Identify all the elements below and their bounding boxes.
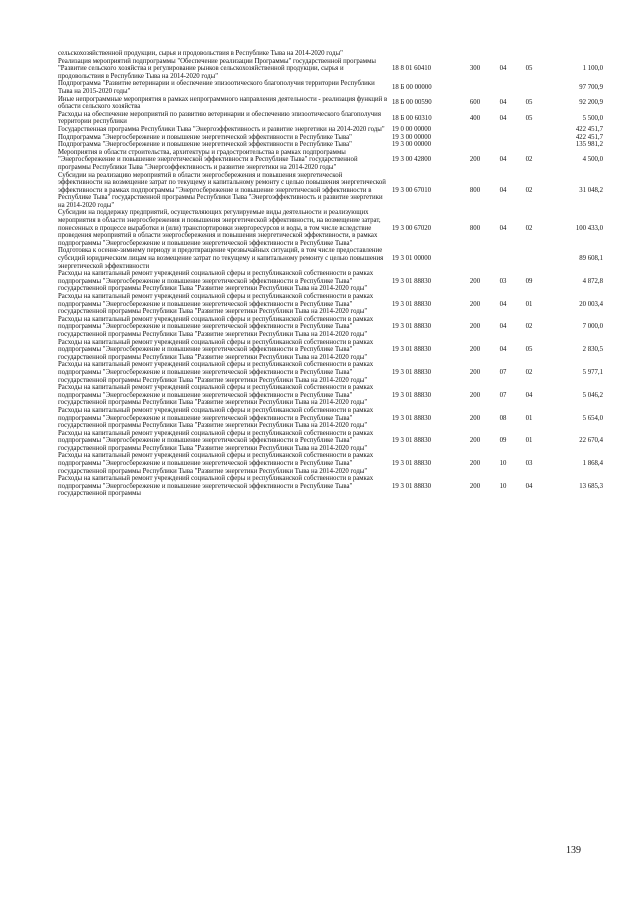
row-sum-cell: 422 451,7 [575,133,603,141]
row-rz-code-cell [490,80,516,95]
row-rz-code-cell [490,141,516,149]
row-csr-code-cell: 19 3 00 00000 [392,141,432,149]
table-row [58,407,603,430]
row-vr-code-cell: 200 [469,368,481,376]
row-csr-code-cell: 19 3 01 88830 [392,346,432,354]
row-vr-code-cell [460,247,490,270]
table-row [58,126,603,134]
row-name-cell: Государственная программа Республики Тыва "Энергоэффективность и развитие энергетики на 2014-2020 годы" [58,125,385,133]
row-name-cell: Расходы на капитальный ремонт учреждений социальной сферы и республиканской собственности в рамках подпрограммы "Энергосбережение и повышение энергетической эффективности в Республике Тыва" государственной программы Республики Тыва "Развитие энергетики Республики Тыва на 2014-2020 годы" [58,338,374,361]
row-rz-code-cell [490,126,516,134]
row-name-cell: Расходы на капитальный ремонт учреждений социальной сферы и республиканской собственности в рамках подпрограммы "Энергосбережение и повышение энергетической эффективности в Республике Тыва" государственной программы Республики Тыва "Развитие энергетики Республики Тыва на 2014-2020 годы" [58,270,374,293]
row-rz-code-cell: 04 [499,99,507,107]
row-vr-code-cell: 200 [469,323,481,331]
row-name-cell: Подпрограмма "Энергосбережение и повышение энергетической эффективности в Республике Тыва" [58,133,352,141]
row-vr-code-cell: 800 [469,224,481,232]
row-pr-code-cell [516,141,542,149]
row-rz-code-cell: 07 [499,368,507,376]
table-row [58,430,603,453]
table-row [58,80,603,95]
row-pr-code-cell: 02 [525,156,533,164]
table-row [58,209,603,247]
table-row [58,452,603,475]
table-row [58,141,603,149]
table-row [58,384,603,407]
row-csr-code-cell: 19 3 01 88830 [392,460,432,468]
table-row [58,293,603,316]
table-row [58,50,603,58]
table-row [58,172,603,210]
table-row [58,339,603,362]
row-csr-code-cell: 18 Б 00 00000 [392,84,432,92]
row-name-cell: Расходы на капитальный ремонт учреждений социальной сферы и республиканской собственности в рамках подпрограммы "Энергосбережение и повышение энергетической эффективности в Республике Тыва" государственной программы Республики Тыва "Развитие энергетики Республики Тыва на 2014-2020 годы" [58,406,374,430]
row-csr-code-cell: 19 3 00 67020 [392,224,432,232]
row-vr-code-cell: 200 [469,300,481,308]
table-row [58,58,603,81]
budget-table-body [58,50,603,498]
row-sum-cell: 4 500,0 [582,156,603,164]
row-sum-cell: 100 433,0 [575,224,603,232]
row-name-cell: Реализация мероприятий подпрограммы "Обеспечение реализации Программы" государственной программы "Развитие сельского хозяйства и регулирование рынков сельскохозяйственной продукции, сырья и продовольствия в Республике Тыва на 2014-2020 годы" [58,57,376,80]
row-sum-cell: 92 200,9 [579,99,603,107]
table-row [58,475,603,498]
row-pr-code-cell: 05 [525,346,533,354]
row-rz-code-cell: 04 [499,300,507,308]
row-csr-code-cell: 18 Б 00 00590 [392,99,432,107]
row-sum-cell: 5 500,0 [582,114,603,122]
row-csr-code-cell: 19 3 01 00000 [392,255,432,263]
row-vr-code-cell [460,80,490,95]
row-rz-code-cell [490,134,516,142]
row-pr-code-cell: 03 [525,460,533,468]
row-rz-code-cell: 04 [499,186,507,194]
page-number: 139 [566,845,581,856]
row-name-cell: Подготовка к осенне-зимнему периоду и предотвращение чрезвычайных ситуаций, в том числе предоставление субсидий юридическим лицам на возмещение затрат по текущему и капитальному ремонту с целью повышения энергетической эффективности [58,247,384,270]
row-pr-code-cell: 04 [525,391,533,399]
row-csr-code-cell: 18 Б 00 60310 [392,114,432,122]
table-row [58,361,603,384]
row-csr-code-cell: 19 3 01 88830 [392,482,432,490]
row-sum-cell [542,50,603,58]
row-pr-code-cell: 01 [525,414,533,422]
row-rz-code-cell: 10 [499,460,507,468]
row-vr-code-cell: 200 [469,414,481,422]
row-vr-code-cell: 200 [469,277,481,285]
row-rz-code-cell: 04 [499,114,507,122]
budget-table [58,50,603,498]
table-row [58,111,603,126]
row-vr-code-cell: 200 [469,346,481,354]
row-sum-cell: 31 048,2 [579,186,603,194]
row-vr-code-cell: 600 [469,99,481,107]
row-sum-cell: 422 451,7 [575,125,603,133]
table-row [58,247,603,270]
row-pr-code-cell: 02 [525,368,533,376]
row-name-cell: Расходы на капитальный ремонт учреждений социальной сферы и республиканской собственности в рамках подпрограммы "Энергосбережение и повышение энергетической эффективности в Республике Тыва" государственной программы Республики Тыва "Развитие энергетики Республики Тыва на 2014-2020 годы" [58,361,374,384]
row-sum-cell: 22 670,4 [579,437,603,445]
row-vr-code-cell: 200 [469,391,481,399]
row-sum-cell: 5 977,1 [582,368,603,376]
row-name-cell: Расходы на капитальный ремонт учреждений социальной сферы и республиканской собственности в рамках подпрограммы "Энергосбережение и повышение энергетической эффективности в Республике Тыва" государственной программы [58,475,374,498]
row-sum-cell: 5 654,0 [582,414,603,422]
row-csr-code-cell: 19 3 00 42800 [392,156,432,164]
row-csr-code-cell: 19 3 00 00000 [392,133,432,141]
row-rz-code-cell: 03 [499,277,507,285]
table-row [58,270,603,293]
row-vr-code-cell [460,126,490,134]
row-name-cell: Субсидии на поддержку предприятий, осуществляющих регулируемые виды деятельности и реализующих мероприятия в области энергосбережения и повышения энергетической эффективности, на возмещение затрат, понесенных в процессе выработки и (или) транспортировки энергоресурсов и воды, в том числе вследствие проведения мероприятий в области энергосбережения и повышения энергетической эффективности, в рамках подпрограммы "Энергосбережение и повышение энергетической эффективности в Республике Тыва" [58,209,381,247]
row-vr-code-cell [460,141,490,149]
row-rz-code-cell: 04 [499,346,507,354]
row-name-cell: Подпрограмма "Энергосбережение и повышение энергетической эффективности в Республике Тыва" [58,141,352,149]
row-csr-code-cell: 19 3 01 88830 [392,323,432,331]
row-csr-code-cell: 19 3 01 88830 [392,300,432,308]
row-pr-code-cell: 02 [525,186,533,194]
row-sum-cell: 135 981,2 [575,141,603,149]
row-rz-code-cell: 09 [499,437,507,445]
row-rz-code-cell [490,50,516,58]
row-sum-cell: 1 100,0 [582,65,603,73]
table-row [58,149,603,172]
row-csr-code-cell [388,50,460,58]
row-csr-code-cell: 19 3 01 88830 [392,391,432,399]
row-name-cell: Мероприятия в области строительства, архитектуры и градостроительства в рамках подпрограммы "Энергосбережение и повышение энергетической эффективности в Республике Тыва" государственной программы Республики Тыва "Энергоэффективность и развитие энергетики на 2014-2020 годы" [58,148,358,171]
row-name-cell: Расходы на капитальный ремонт учреждений социальной сферы и республиканской собственности в рамках подпрограммы "Энергосбережение и повышение энергетической эффективности в Республике Тыва" государственной программы Республики Тыва "Развитие энергетики Республики Тыва на 2014-2020 годы" [58,452,374,475]
row-vr-code-cell [460,134,490,142]
row-pr-code-cell [516,80,542,95]
row-pr-code-cell: 05 [525,114,533,122]
row-csr-code-cell: 19 3 00 67010 [392,186,432,194]
row-name-cell: Субсидии на реализацию мероприятий в области энергосбережения и повышения энергетической эффективности на возмещение затрат по текущему и капитальному ремонту с целью повышения энергетической эффективности в рамках подпрограммы "Энергосбережение и повышение энергетической эффективности в Республике Тыва" государственной программы Республики Тыва "Энергоэффективность и развитие энергетики на 2014-2020 годы" [58,171,386,209]
row-pr-code-cell: 01 [525,437,533,445]
row-pr-code-cell: 02 [525,224,533,232]
row-rz-code-cell: 10 [499,482,507,490]
row-rz-code-cell: 04 [499,156,507,164]
row-csr-code-cell: 19 0 00 00000 [392,125,432,133]
row-pr-code-cell [516,126,542,134]
row-pr-code-cell [516,50,542,58]
row-vr-code-cell: 300 [469,65,481,73]
row-rz-code-cell: 04 [499,323,507,331]
row-name-cell: сельскохозяйственной продукции, сырья и продовольствия в Республике Тыва на 2014-2020 годы" [58,50,343,57]
row-sum-cell: 7 000,0 [582,323,603,331]
row-sum-cell: 97 700,9 [579,84,603,92]
row-pr-code-cell: 05 [525,99,533,107]
row-rz-code-cell: 08 [499,414,507,422]
table-row [58,316,603,339]
row-name-cell: Расходы на капитальный ремонт учреждений социальной сферы и республиканской собственности в рамках подпрограммы "Энергосбережение и повышение энергетической эффективности в Республике Тыва" государственной программы Республики Тыва "Развитие энергетики Республики Тыва на 2014-2020 годы" [58,315,374,338]
row-vr-code-cell: 200 [469,437,481,445]
row-pr-code-cell: 09 [525,277,533,285]
row-pr-code-cell: 02 [525,323,533,331]
row-pr-code-cell: 05 [525,65,533,73]
row-rz-code-cell: 04 [499,224,507,232]
row-csr-code-cell: 18 8 01 60410 [392,65,432,73]
table-row [58,96,603,111]
row-name-cell: Расходы на капитальный ремонт учреждений социальной сферы и республиканской собственности в рамках подпрограммы "Энергосбережение и повышение энергетической эффективности в Республике Тыва" государственной программы Республики Тыва "Развитие энергетики Республики Тыва на 2014-2020 годы" [58,293,374,316]
row-rz-code-cell: 04 [499,65,507,73]
row-sum-cell: 5 046,2 [582,391,603,399]
row-sum-cell: 13 685,3 [579,482,603,490]
row-vr-code-cell [460,50,490,58]
row-pr-code-cell [516,134,542,142]
row-vr-code-cell: 800 [469,186,481,194]
row-sum-cell: 2 830,5 [582,346,603,354]
row-pr-code-cell: 01 [525,300,533,308]
row-vr-code-cell: 200 [469,460,481,468]
row-csr-code-cell: 19 3 01 88830 [392,277,432,285]
row-name-cell: Расходы на капитальный ремонт учреждений социальной сферы и республиканской собственности в рамках подпрограммы "Энергосбережение и повышение энергетической эффективности в Республике Тыва" государственной программы Республики Тыва "Развитие энергетики Республики Тыва на 2014-2020 годы" [58,384,374,407]
table-row [58,134,603,142]
row-name-cell: Расходы на обеспечение мероприятий по развитию ветеринарии и обеспечению эпизоотического благополучия территории республики [58,110,381,126]
row-vr-code-cell: 200 [469,482,481,490]
row-vr-code-cell: 400 [469,114,481,122]
row-sum-cell: 89 608,1 [579,255,603,263]
row-name-cell: Подпрограмма "Развитие ветеринарии и обеспечение эпизоотического благополучия территории Республики Тыва на 2015-2020 годы" [58,80,375,95]
row-vr-code-cell: 200 [469,156,481,164]
row-rz-code-cell [490,247,516,270]
row-csr-code-cell: 19 3 01 88830 [392,414,432,422]
row-pr-code-cell: 04 [525,482,533,490]
row-csr-code-cell: 19 3 01 88830 [392,368,432,376]
row-csr-code-cell: 19 3 01 88830 [392,437,432,445]
row-name-cell: Расходы на капитальный ремонт учреждений социальной сферы и республиканской собственности в рамках подпрограммы "Энергосбережение и повышение энергетической эффективности в Республике Тыва" государственной программы Республики Тыва "Развитие энергетики Республики Тыва на 2014-2020 годы" [58,429,374,452]
row-sum-cell: 4 872,8 [582,277,603,285]
row-sum-cell: 20 003,4 [579,300,603,308]
row-sum-cell: 1 868,4 [582,460,603,468]
row-name-cell: Иные непрограммные мероприятия в рамках непрограммного направления деятельности - реализация функций в области сельского хозяйства [58,95,388,111]
row-pr-code-cell [516,247,542,270]
row-rz-code-cell: 07 [499,391,507,399]
